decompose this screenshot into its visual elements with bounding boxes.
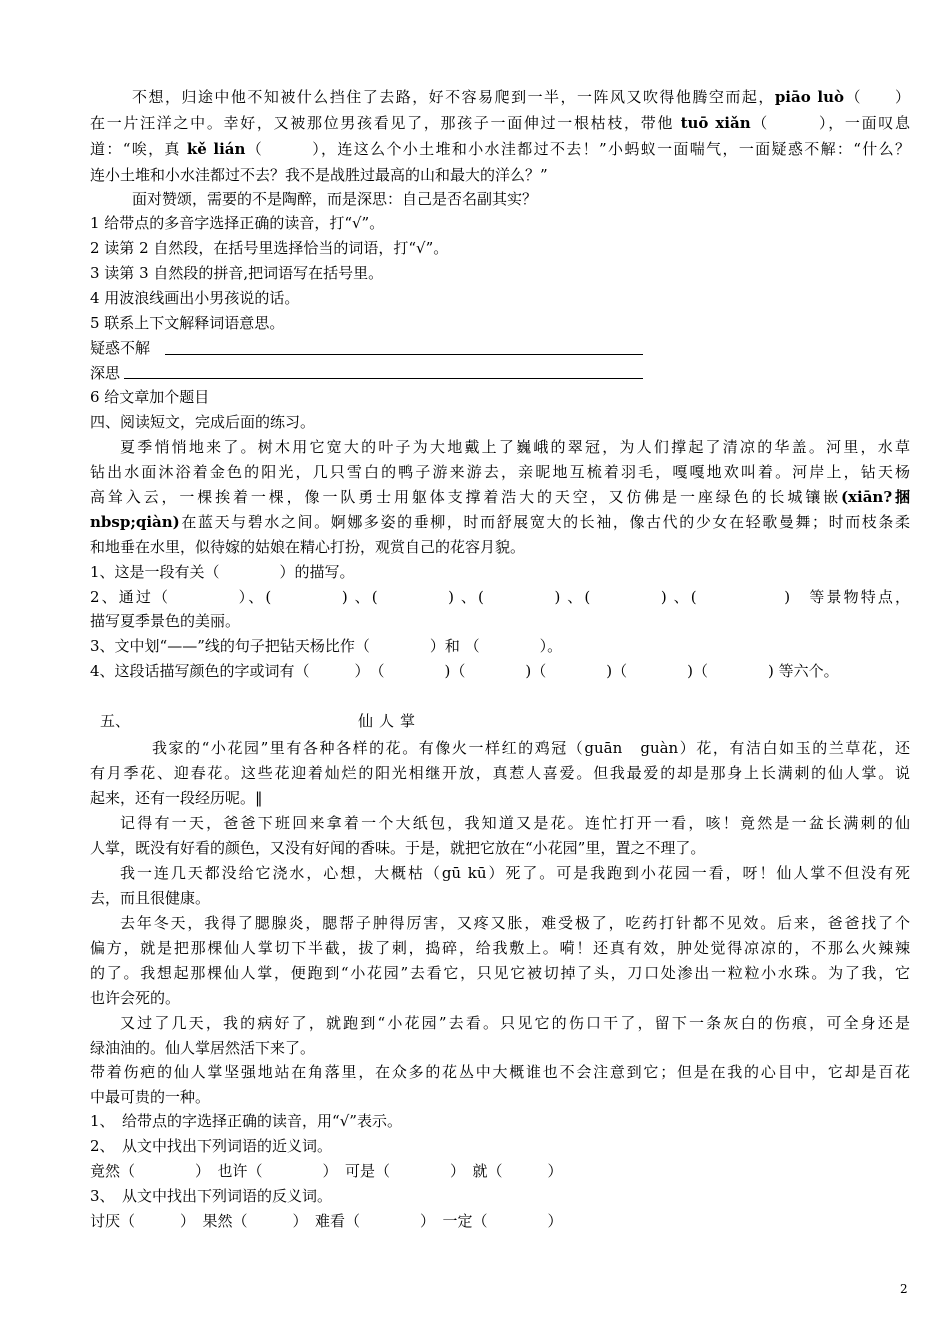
question-item: 竟然（ ） 也许（ ） 可是（ ） 就（ ） xyxy=(90,1162,563,1180)
passage5-line: 起来，还有一段经历呢。‖ xyxy=(90,789,263,807)
question-item: 描写夏季景色的美丽。 xyxy=(90,612,241,630)
passage5-line: 绿油油的。仙人掌居然活下来了。 xyxy=(90,1039,316,1057)
question-item: 3、文中划“——”线的句子把钻天杨比作（ ）和 （ ）。 xyxy=(90,637,563,655)
question-item: 4、这段话描写颜色的字或词有（ ） （ )（ )（ )（ )（ ) 等六个。 xyxy=(90,662,839,680)
passage5-line: 中最可贵的一种。 xyxy=(90,1088,211,1106)
passage3-line: 不想，归途中他不知被什么挡住了去路，好不容易爬到一半，一阵风又吹得他腾空而起，piāo luò（ ） xyxy=(132,88,910,106)
question-item: 1、 给带点的字选择正确的读音，用“√”表示。 xyxy=(90,1112,402,1130)
passage4-line: 高耸入云，一棵挨着一棵，像一队勇士用躯体支撑着浩大的天空，又仿佛是一座绿色的长城镶嵌(xiān?捆 xyxy=(90,488,910,506)
passage5-line: 我家的“小花园”里有各种各样的花。有像火一样红的鸡冠（guān guàn）花，有洁白如玉的兰草花，还 xyxy=(152,739,910,757)
question-item: 1、这是一段有关（ ）的描写。 xyxy=(90,563,355,581)
passage3-line: 在一片汪洋之中。幸好，又被那位男孩看见了，那孩子一面伸过一根枯枝，带他 tuō xiǎn（ ），一面叹息 xyxy=(90,114,910,132)
question-item: 3、 从文中找出下列词语的反义词。 xyxy=(90,1187,333,1205)
passage5-line: 带着伤疤的仙人掌坚强地站在角落里，在众多的花丛中大概谁也不会注意到它；但是在我的心目中，它却是百花 xyxy=(90,1063,910,1081)
passage5-line: 我一连几天都没给它浇水，心想，大概枯（gū kū）死了。可是我跑到小花园一看，呀！仙人掌不但没有死 xyxy=(120,864,910,882)
passage5-line: 去，而且很健康。 xyxy=(90,889,211,907)
section-number: 五、 xyxy=(100,712,131,730)
passage3-conclusion: 面对赞颂，需要的不是陶醉，而是深思：自己是否名副其实？ xyxy=(132,190,538,208)
question-item: 4 用波浪线画出小男孩说的话。 xyxy=(90,289,300,307)
passage-title: 仙人掌 xyxy=(358,712,422,730)
passage5-line: 的了。我想起那棵仙人掌，便跑到“小花园”去看它，只见它被切掉了头，刀口处渗出一粒粒小水珠。为了我，它 xyxy=(90,964,910,982)
passage5-line: 记得有一天，爸爸下班回来拿着一个大纸包，我知道又是花。连忙打开一看，咳！竟然是一盆长满刺的仙 xyxy=(120,814,910,832)
question-item: 1 给带点的多音字选择正确的读音，打“√”。 xyxy=(90,214,385,232)
passage4-line: nbsp;qiàn)在蓝天与碧水之间。婀娜多姿的垂柳，时而舒展宽大的长袖，像古代的少女在轻歌曼舞；时而枝条柔 xyxy=(90,513,910,531)
page-number: 2 xyxy=(900,1282,908,1296)
question-item: 2、通过（ ）、( ) 、( ) 、( ) 、( ) 、( ) 等景物特点， xyxy=(90,588,910,606)
passage4-line: 和地垂在水里，似待嫁的姑娘在精心打扮，观赏自己的花容月貌。 xyxy=(90,538,526,556)
passage4-line: 夏季悄悄地来了。树木用它宽大的叶子为大地戴上了巍峨的翠冠，为人们撑起了清凉的华盖。河里，水草 xyxy=(120,438,910,456)
passage3-line: 连小土堆和小水洼都过不去？我不是战胜过最高的山和最大的洋么？” xyxy=(90,166,548,184)
term-label: 疑惑不解 xyxy=(90,339,151,357)
answer-line[interactable] xyxy=(165,354,643,355)
section-heading: 四、阅读短文，完成后面的练习。 xyxy=(90,413,316,431)
question-item: 2、 从文中找出下列词语的近义词。 xyxy=(90,1137,333,1155)
term-label: 深思 xyxy=(90,364,121,382)
question-item: 6 给文章加个题目 xyxy=(90,388,210,406)
passage3-line: 道：“唉，真 kě lián（ ），连这么个小土堆和小水洼都过不去！”小蚂蚁一面喘气，一面疑惑不解：“什么？ xyxy=(90,140,911,158)
question-item: 3 读第 3 自然段的拼音,把词语写在括号里。 xyxy=(90,264,384,282)
answer-line[interactable] xyxy=(124,378,643,379)
passage5-line: 偏方，就是把那棵仙人掌切下半截，拔了刺，捣碎，给我敷上。嗬！还真有效，肿处觉得凉凉的，不那么火辣辣 xyxy=(90,939,910,957)
passage4-line: 钻出水面沐浴着金色的阳光，几只雪白的鸭子游来游去，亲昵地互梳着羽毛，嘎嘎地欢叫着。河岸上，钻天杨 xyxy=(90,463,910,481)
question-item: 5 联系上下文解释词语意思。 xyxy=(90,314,285,332)
passage5-line: 有月季花、迎春花。这些花迎着灿烂的阳光相继开放，真惹人喜爱。但我最爱的却是那身上长满刺的仙人掌。说 xyxy=(90,764,910,782)
question-item: 2 读第 2 自然段，在括号里选择恰当的词语，打“√”。 xyxy=(90,239,449,257)
passage5-line: 也许会死的。 xyxy=(90,989,181,1007)
passage5-line: 去年冬天，我得了腮腺炎，腮帮子肿得厉害，又疼又胀，难受极了，吃药打针都不见效。后来，爸爸找了个 xyxy=(120,914,910,932)
passage5-line: 人掌，既没有好看的颜色，又没有好闻的香味。于是，就把它放在“小花园”里，置之不理了。 xyxy=(90,839,706,857)
question-item: 讨厌（ ） 果然（ ） 难看（ ） 一定（ ） xyxy=(90,1212,563,1230)
passage5-line: 又过了几天，我的病好了，就跑到“小花园”去看。只见它的伤口干了，留下一条灰白的伤痕，可全身还是 xyxy=(120,1014,910,1032)
